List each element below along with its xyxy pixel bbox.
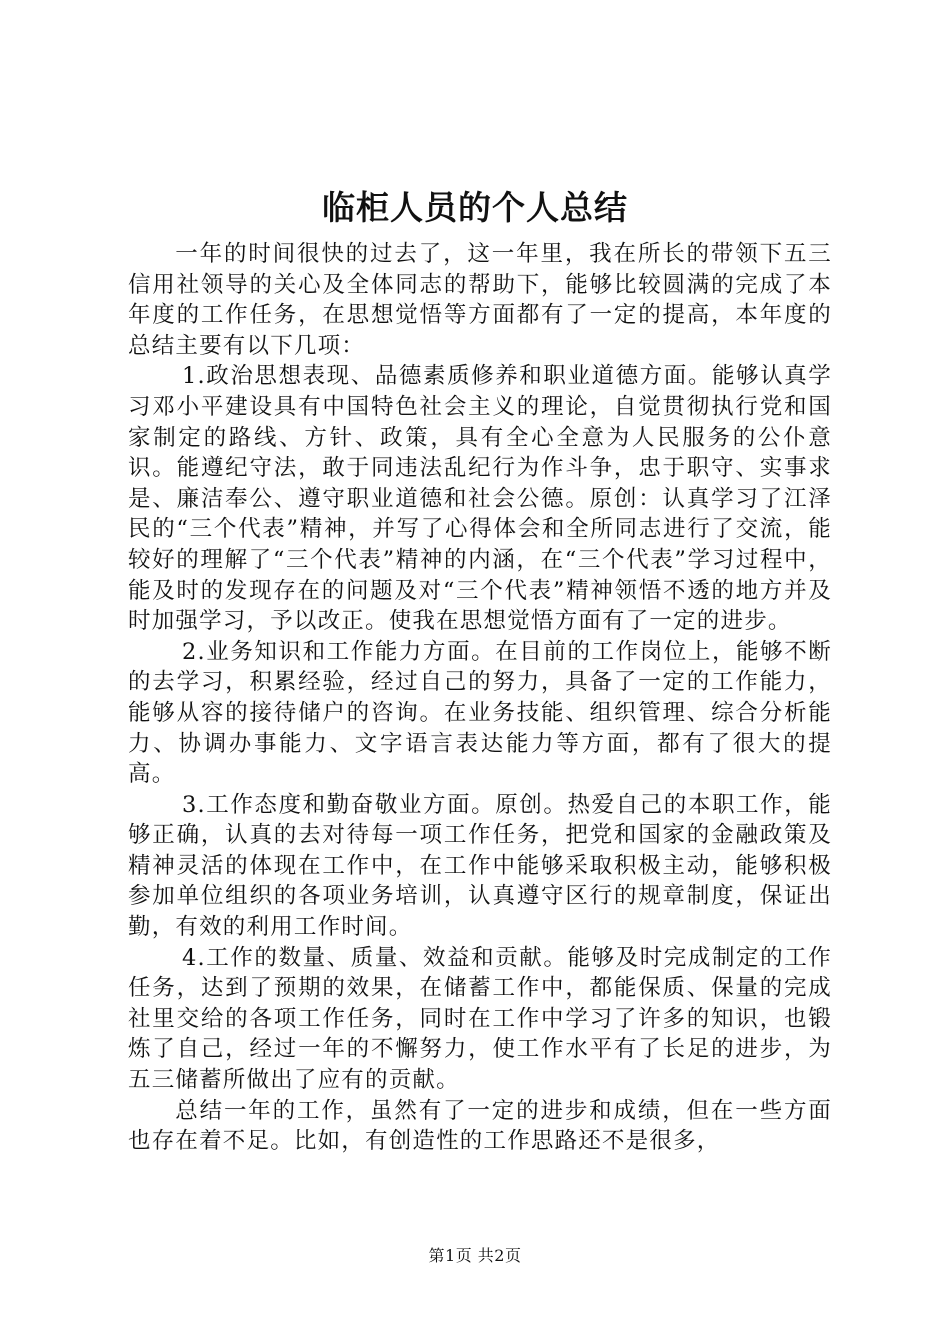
page-number-footer: 第1页 共2页 bbox=[428, 1246, 522, 1265]
document-body bbox=[128, 239, 832, 1157]
section-1-paragraph: 1.政治思想表现、品德素质修养和职业道德方面。能够认真学习邓小平建设具有中国特色社会主义的理论，自觉贯彻执行党和国家制定的路线、方针、政策，具有全心全意为人民服务的公仆意识。能遵纪守法，敢于同违法乱纪行为作斗争，忠于职守、实事求是、廉洁奉公、遵守职业道德和社会公德。原创：认真学习了江泽民的“三个代表”精神，并写了心得体会和全所同志进行了交流，能较好的理解了“三个代表”精神的内涵，在“三个代表”学习过程中，能及时的发现存在的问题及对“三个代表”精神领悟不透的地方并及时加强学习，予以改正。使我在思想觉悟方面有了一定的进步。 bbox=[128, 363, 832, 635]
section-3-paragraph: 3.工作态度和勤奋敬业方面。原创。热爱自己的本职工作，能够正确，认真的去对待每一项工作任务，把党和国家的金融政策及精神灵活的体现在工作中，在工作中能够采取积极主动，能够积极参加单位组织的各项业务培训，认真遵守区行的规章制度，保证出勤，有效的利用工作时间。 bbox=[128, 791, 832, 941]
intro-paragraph: 一年的时间很快的过去了，这一年里，我在所长的带领下五三信用社领导的关心及全体同志的帮助下，能够比较圆满的完成了本年度的工作任务，在思想觉悟等方面都有了一定的提高，本年度的总结主要有以下几项： bbox=[128, 241, 832, 359]
section-2-paragraph: 2.业务知识和工作能力方面。在目前的工作岗位上，能够不断的去学习，积累经验，经过自己的努力，具备了一定的工作能力，能够从容的接待储户的咨询。在业务技能、组织管理、综合分析能力、协调办事能力、文字语言表达能力等方面，都有了很大的提高。 bbox=[128, 638, 832, 788]
summary-paragraph: 总结一年的工作，虽然有了一定的进步和成绩，但在一些方面也存在着不足。比如，有创造性的工作思路还不是很多， bbox=[128, 1097, 832, 1155]
section-4-paragraph: 4.工作的数量、质量、效益和贡献。能够及时完成制定的工作任务，达到了预期的效果，在储蓄工作中，都能保质、保量的完成社里交给的各项工作任务，同时在工作中学习了许多的知识，也锻炼了自己，经过一年的不懈努力，使工作水平有了长足的进步，为五三储蓄所做出了应有的贡献。 bbox=[128, 944, 832, 1094]
document-title: 临柜人员的个人总结 bbox=[322, 188, 628, 227]
